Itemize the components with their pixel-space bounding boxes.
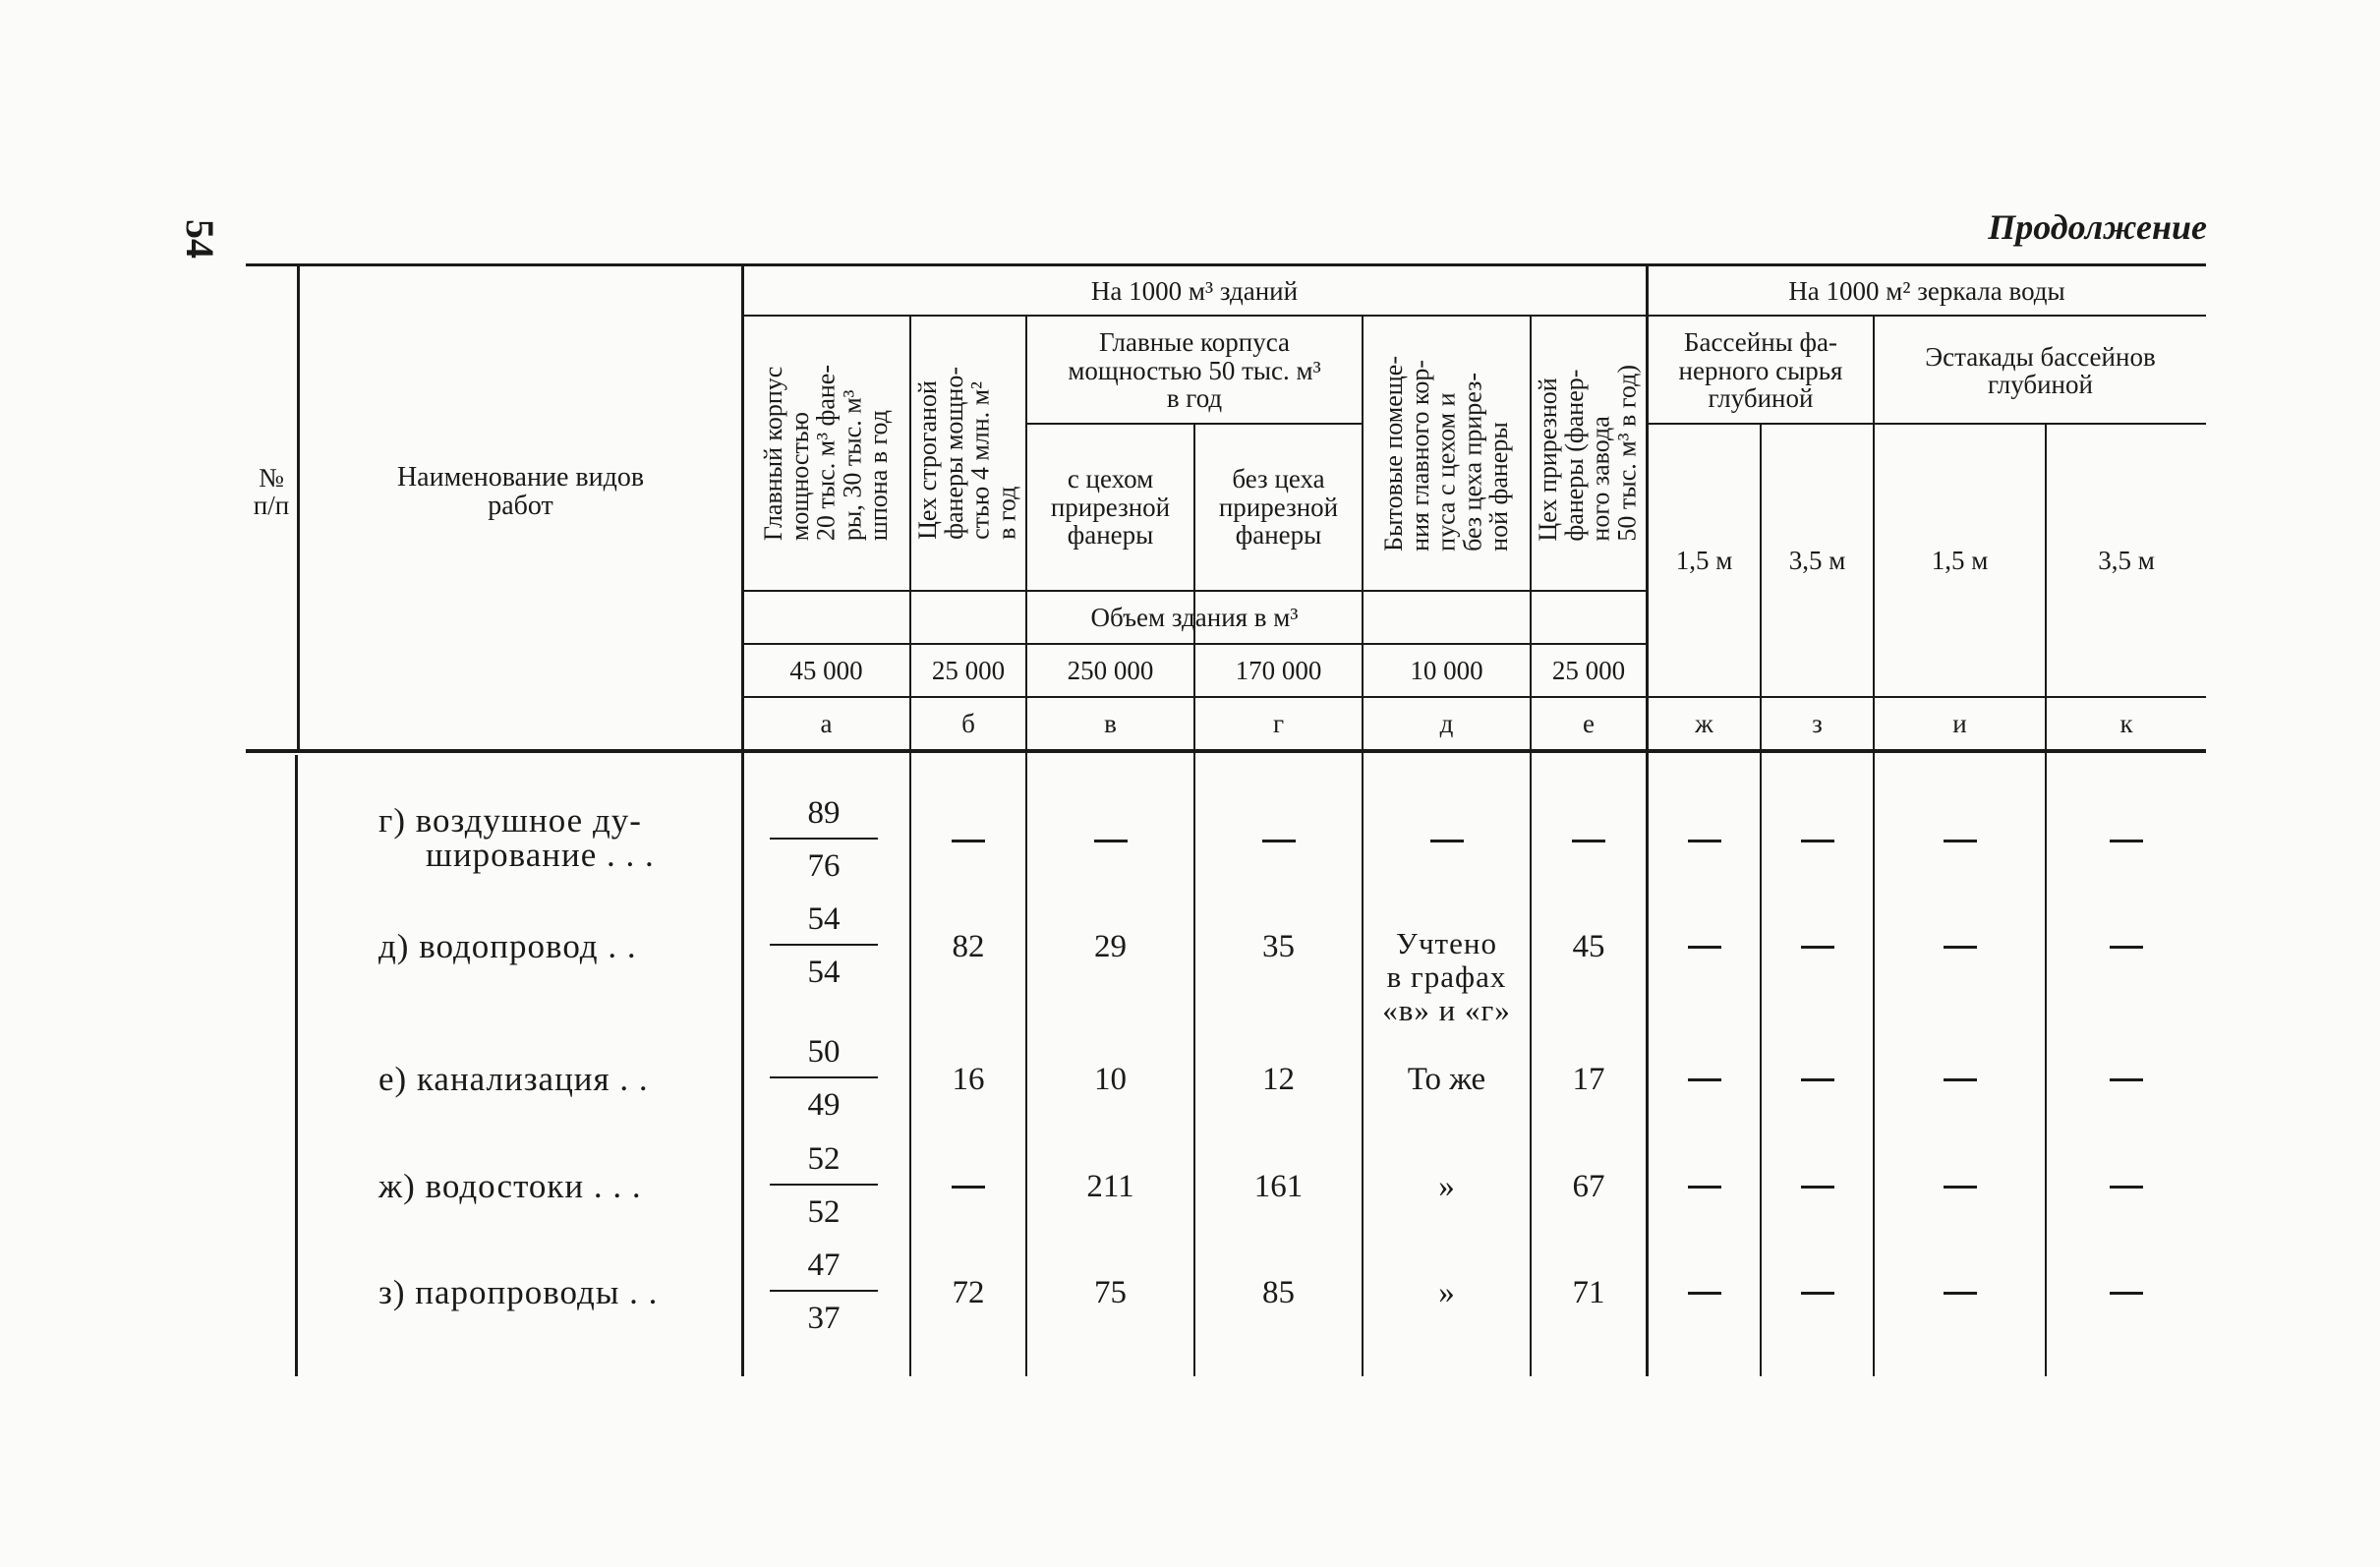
dash-z [1801,1186,1834,1189]
header-col-i-k-group: Эстакады бассейнов глубиной [1925,341,2156,399]
fraction-bar [770,1290,878,1292]
fraction-denominator: 54 [807,955,841,990]
fraction-numerator: 52 [807,1141,841,1177]
dash-z [1801,1292,1834,1295]
dash-v [1094,840,1128,842]
fraction-denominator: 76 [807,848,841,884]
dash-zh [1688,946,1721,949]
dash-z [1801,840,1834,842]
rule-group-water [1648,315,2206,317]
fraction-bar [770,1184,878,1186]
rule-header-bottom [246,749,2206,753]
dash-d [1430,840,1464,842]
dash-e [1572,840,1605,842]
cell-v: 29 [1094,928,1127,964]
header-col-vg-group: Главные корпуса мощностью 50 тыс. м³ в год [1068,327,1321,414]
header-volume-label: Объем здания в м³ [1090,602,1299,632]
header-col-d-text: Бытовые помеще- ния главного кор- пуса с цехом и без цеха прирез- ной фанеры [1378,355,1513,551]
cell-e: 71 [1572,1274,1605,1310]
dash-z [1801,946,1834,949]
dash-g [1262,840,1296,842]
dash-i [1944,1292,1977,1295]
cell-v: 75 [1094,1274,1127,1310]
fraction-bar [770,1076,878,1078]
header-col-g: без цеха прирезной фанеры [1218,464,1339,551]
cell-b: 72 [952,1274,985,1310]
dash-k [2110,1292,2143,1295]
dash-i [1944,1186,1977,1189]
cell-g: 85 [1262,1274,1295,1310]
header-col-a [743,317,909,590]
vrule-num-body [295,755,298,1376]
volume-a: 45 000 [789,655,863,685]
fraction-numerator: 54 [807,901,841,937]
volume-g: 170 000 [1235,655,1322,685]
fraction-bar [770,944,878,946]
letter-d: д [1439,708,1454,738]
header-group-buildings: На 1000 м³ зданий [1090,275,1299,306]
cell-e: 17 [1572,1061,1605,1097]
row-label-line1: е) канализация . . [378,1060,649,1098]
header-col-v: с цехом прирезной фанеры [1050,464,1171,551]
header-col-zh-z-group: Бассейны фа- нерного сырья глубиной [1678,327,1843,414]
dash-b [952,840,985,842]
row-label [378,1062,732,1096]
dash-k [2110,1186,2143,1189]
row-label-line1: д) водопровод . . [378,927,637,965]
header-depth-zh: 1,5 м [1675,545,1733,575]
rule-top [246,263,2206,266]
header-depth-z: 3,5 м [1788,545,1846,575]
row-label-line1: г) воздушное ду- [378,801,642,840]
letter-g: г [1272,708,1285,738]
row-label-line2: ширование . . . [426,836,655,874]
letter-z: з [1812,708,1823,738]
dash-zh [1688,1078,1721,1081]
letter-i: и [1952,708,1967,738]
fraction-denominator: 52 [807,1194,841,1230]
dash-b [952,1186,985,1189]
row-label [378,1275,732,1309]
cell-g: 12 [1262,1061,1295,1097]
fraction-denominator: 37 [807,1301,841,1336]
dash-zh [1688,1292,1721,1295]
cell-d: То же [1407,1061,1486,1097]
header-num: № п/п [253,462,290,520]
row-label-line1: ж) водостоки . . . [378,1167,642,1205]
header-col-e-text: Цех прирезной фанеры (фанер- ного завода 50 тыс. м³ в год) [1534,365,1642,542]
fraction-numerator: 89 [807,795,841,831]
header-col-a-text: Главный корпус мощностью 20 тыс. м³ фане- ры, 30 тыс. м³ шпона в год [758,365,893,542]
dash-k [2110,946,2143,949]
continuation-label: Продолжение [1988,207,2207,247]
dash-k [2110,1078,2143,1081]
row-label-line1: з) паропроводы . . [378,1273,659,1311]
header-group-water: На 1000 м² зеркала воды [1788,275,2065,306]
fraction-bar [770,838,878,840]
cell-v: 10 [1094,1061,1127,1097]
header-name: Наименование видов работ [396,461,645,521]
cell-d: Учтено в графах «в» и «г» [1382,926,1511,1028]
letter-v: в [1104,708,1117,738]
header-col-b-text: Цех строганой фанеры мощно- стью 4 млн. м² в год [913,367,1021,540]
header-depth-i: 1,5 м [1931,545,1989,575]
cell-e: 45 [1572,928,1605,964]
cell-b: 16 [952,1061,985,1097]
row-label [378,929,732,963]
cell-g: 161 [1253,1168,1304,1204]
dash-zh [1688,840,1721,842]
cell-g: 35 [1262,928,1295,964]
dash-k [2110,840,2143,842]
header-col-e [1532,317,1646,590]
volume-e: 25 000 [1551,655,1626,685]
fraction-numerator: 50 [807,1034,841,1070]
page-number: 54 [178,219,222,259]
dash-zh [1688,1186,1721,1189]
cell-d: » [1438,1274,1455,1310]
letter-zh: ж [1695,708,1713,738]
letter-k: к [2119,708,2133,738]
row-label [378,1169,732,1203]
dash-i [1944,1078,1977,1081]
header-col-d [1364,317,1530,590]
cell-v: 211 [1086,1168,1134,1204]
fraction-numerator: 47 [807,1248,841,1283]
dash-z [1801,1078,1834,1081]
header-col-b [911,317,1025,590]
letter-a: а [820,708,833,738]
letter-e: е [1583,708,1595,738]
volume-v: 250 000 [1067,655,1154,685]
row-label [378,803,732,872]
volume-b: 25 000 [931,655,1006,685]
header-depth-k: 3,5 м [2098,545,2155,575]
cell-e: 67 [1572,1168,1605,1204]
fraction-denominator: 49 [807,1087,841,1123]
volume-d: 10 000 [1410,655,1483,685]
dash-i [1944,840,1977,842]
cell-b: 82 [952,928,985,964]
letter-b: б [961,708,975,738]
cell-d: » [1438,1168,1455,1204]
dash-i [1944,946,1977,949]
